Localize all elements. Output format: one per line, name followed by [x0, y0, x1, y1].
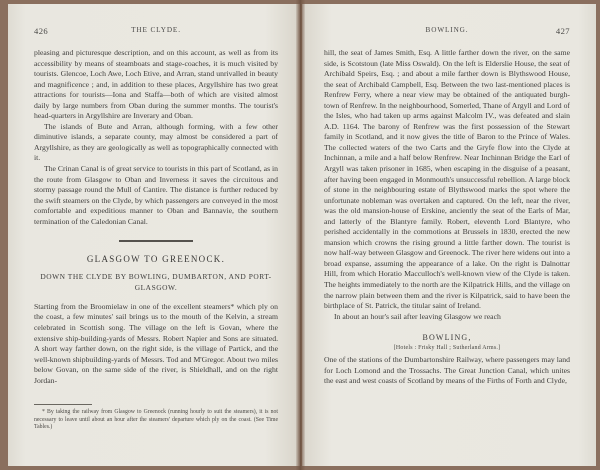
- right-running-head: [324, 26, 570, 48]
- paragraph: pleasing and picturesque description, and on this account, as well as from its accessibility by means of steamboats and stage-coaches, it is much visited by tourists. Glencoe, Loch Awe, Loch Etive, and Arran, stand unrivalled in beauty and magnificence ; and, in addition to these places, Argyllshire has two great attractions for tourists—Iona and Staffa—both of which are visited almost daily by large numbers from Oban during the summer months. The tourist's head-quarters in Argyllshire are Inverary and Oban.: [34, 48, 278, 121]
- paragraph: The islands of Bute and Arran, although forming, with a few other diminutive islands, a separate county, may almost be considered a part of Argyllshire, as they are geologically as well as topographically connected with it.: [34, 121, 278, 163]
- paragraph: One of the stations of the Dumbartonshire Railway, where passengers may land for Loch Lomond and the Trossachs. The Great Junction Canal, which unites the east and west coasts of Scotland by means of the Firths of Forth and Clyde,: [324, 355, 570, 386]
- right-section-body: [324, 355, 570, 387]
- paragraph: hill, the seat of James Smith, Esq. A little farther down the river, on the same side, is Scotstoun (late Miss Oswald). On the left is Elderslie House, the seat of Archibald Speirs, Esq. ; and about a mile farther down is Blythswood House, the seat of Archibald Campbell, Esq. Between the two last-mentioned places is Renfrew Ferry, where a near view may be obtained of the antiquated burgh-town of Renfrew. In the neighbourhood, Somerled, Thane of Argyll and Lord of the Isles, who had taken up arms against Malcolm IV., was defeated and slain A.D. 1164. The barony of Renfrew was the first possession of the Stewart family in Scotland, and it now gives the title of Baron to the Prince of Wales. The collected waters of the two Carts and the Gryfe flow into the Clyde at Inchinnan, a mile and a half below Renfrew. Near Inchinnan Bridge the Earl of Argyll was taken prisoner in 1685, when escaping in the disguise of a peasant, after having been engaged in Monmouth's unsuccessful rebellion. A large block of stone in the neighbouring estate of Blythswood marks the spot where the unfortunate nobleman was overtaken and captured. On the left, near the river, was the old mansion-house of Erskine, anciently the seat of the Earls of Mar, and latterly of the Blantyre family. Robert, eleventh Lord Blantyre, who perished accidentally in the commotions at Brussels in 1830, erected the new mansion which crowns the rising ground a little farther down. The tourist is now half-way between Glasgow and Greenock. The river here widens out into a broad expanse, assuming the appearance of a lake. On the right is Dalnottar Hill, from which Horatio Macculloch's well-known view of the Clyde is taken. The heights immediately to the north are the Kilpatrick Hills, and the village on the narrow plain between them and the river is Kilpatrick, said to have been the birthplace of St. Patrick, the titular saint of Ireland.: [324, 48, 570, 311]
- section-title: GLASGOW TO GREENOCK.: [86, 253, 226, 264]
- right-page: [302, 0, 596, 470]
- left-page: [8, 0, 300, 470]
- left-header-title: THE CLYDE.: [131, 26, 181, 34]
- footnote-marker: *: [42, 409, 45, 416]
- footnote-divider: [34, 404, 92, 405]
- right-page-number: 427: [555, 26, 570, 36]
- paragraph: Starting from the Broomielaw in one of the excellent steamers* which ply on the coast, a few minutes' sail brings us to the mouth of the Kelvin, a stream celebrated in Scottish song. The village on the left is Govan, where the extensive ship-building-yards of Messrs. Robert Napier and Sons are situated. A short way farther down, on the right side, is the village of Partick, and the well-known shipbuilding-yards of Messrs. Tod and M'Gregor. About two miles below Govan, on the same side of the river, is Shieldhall, and on the right Jordan-: [34, 301, 278, 385]
- right-header-title: BOWLING.: [425, 26, 469, 34]
- footnote-block: [34, 404, 278, 432]
- left-page-number: 426: [34, 26, 49, 36]
- section-divider-rule: [119, 240, 193, 242]
- left-running-head: [34, 26, 278, 48]
- section-title: BOWLING,: [422, 333, 472, 343]
- right-body-column: [324, 48, 570, 322]
- hotels-note: [Hotels : Frisky Hall ; Sutherland Arms.]: [393, 345, 501, 352]
- paragraph: The Crinan Canal is of great service to tourists in this part of Scotland, as in the route from Glasgow to Oban and Inverness it saves the circuitous and stormy passage round the Mull of Cantire. The distance is further reduced by the swift steamers on the Clyde, by which passengers are conveyed in the most comfortable and expeditious manner to Oban and Bannavie, the southern termination of the Caledonian Canal.: [34, 164, 278, 226]
- footnote-body: By taking the railway from Glasgow to Greenock (running hourly to suit the steamers), it is not necessary to leave until about an hour after the steamers' departure which ply on the coast. (See Time Tables.): [34, 409, 278, 431]
- left-section-body: [34, 302, 278, 386]
- left-body-column: [34, 48, 278, 227]
- paragraph: In about an hour's sail after leaving Glasgow we reach: [334, 311, 501, 321]
- footnote-text: [34, 409, 278, 432]
- section-subtitle: DOWN THE CLYDE BY BOWLING, DUMBARTON, AND PORT-GLASGOW.: [40, 271, 272, 292]
